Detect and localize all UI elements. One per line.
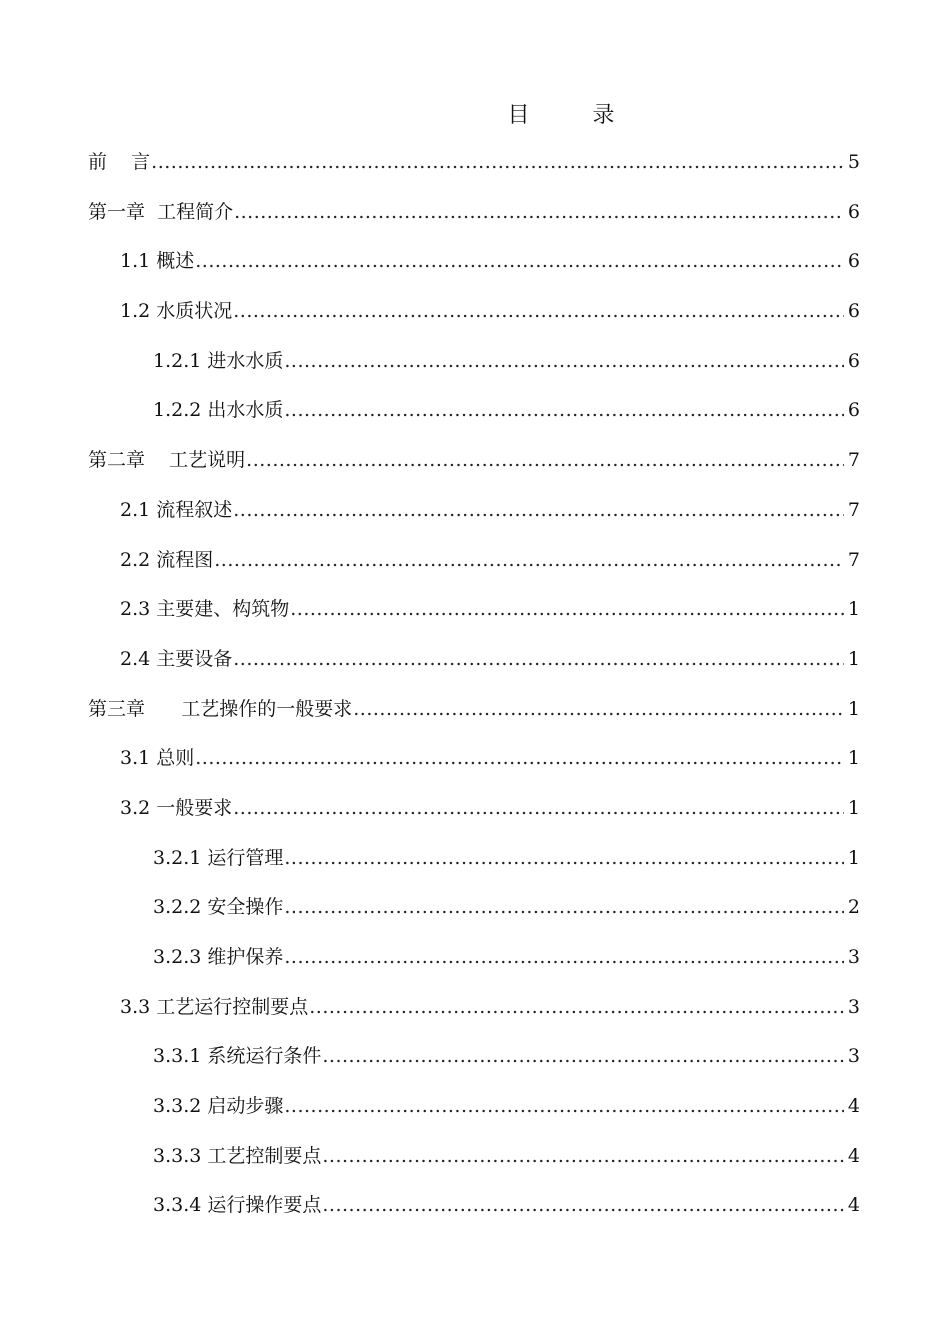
toc-entry[interactable] xyxy=(88,495,860,545)
toc-entry[interactable] xyxy=(88,594,860,644)
toc-entry-page-number: 7 xyxy=(847,548,860,571)
table-of-contents xyxy=(88,147,860,1240)
toc-dot-leader xyxy=(151,147,844,177)
toc-entry-label: 前 言 xyxy=(88,151,151,173)
toc-entry-label: 3.2.3 维护保养 xyxy=(153,946,284,968)
toc-dot-leader xyxy=(290,594,844,624)
toc-entry-label: 1.2.1 进水水质 xyxy=(153,349,284,372)
toc-entry-page-number: 6 xyxy=(847,200,860,223)
toc-entry-label: 3.3.3 工艺控制要点 xyxy=(153,1144,322,1167)
toc-dot-leader xyxy=(284,892,844,922)
toc-entry-label: 3.3.2 启动步骤 xyxy=(153,1095,284,1118)
toc-entry-page-number: 1 xyxy=(847,796,860,819)
toc-entry-page-number: 3 xyxy=(847,1045,860,1068)
toc-dot-leader xyxy=(195,743,844,773)
toc-entry-label: 第一章 工程简介 xyxy=(88,200,234,223)
toc-entry-page-number: 4 xyxy=(847,1144,860,1167)
toc-entry-page-number: 1 xyxy=(847,697,860,720)
toc-entry[interactable] xyxy=(88,793,860,843)
toc-entry-page-number: 7 xyxy=(847,449,860,472)
toc-entry[interactable] xyxy=(88,843,860,893)
toc-dot-leader xyxy=(284,1091,844,1121)
toc-entry-label: 3.3.1 系统运行条件 xyxy=(153,1045,322,1068)
toc-dot-leader xyxy=(214,545,844,575)
toc-entry[interactable] xyxy=(88,942,860,992)
toc-entry-label: 3.1 总则 xyxy=(120,747,195,770)
toc-entry-page-number: 4 xyxy=(847,1095,860,1118)
toc-dot-leader xyxy=(233,644,844,674)
toc-dot-leader xyxy=(233,793,844,823)
toc-entry[interactable] xyxy=(88,246,860,296)
toc-entry[interactable] xyxy=(88,1041,860,1091)
toc-entry-label: 2.3 主要建、构筑物 xyxy=(120,598,290,621)
toc-entry-label: 2.2 流程图 xyxy=(120,548,214,571)
toc-dot-leader xyxy=(246,445,844,475)
toc-entry-label: 1.2.2 出水水质 xyxy=(153,399,284,422)
toc-entry-label: 3.2.2 安全操作 xyxy=(153,896,284,919)
toc-dot-leader xyxy=(322,1141,844,1171)
toc-dot-leader xyxy=(322,1190,844,1220)
toc-dot-leader xyxy=(195,246,844,276)
toc-entry-page-number: 1 xyxy=(847,747,860,770)
toc-entry[interactable] xyxy=(88,892,860,942)
toc-entry[interactable] xyxy=(88,445,860,495)
toc-entry-page-number: 7 xyxy=(847,498,860,521)
toc-dot-leader xyxy=(284,843,844,873)
toc-dot-leader xyxy=(233,495,844,525)
toc-dot-leader xyxy=(353,694,844,724)
toc-entry[interactable] xyxy=(88,346,860,396)
toc-entry-page-number: 6 xyxy=(847,250,860,273)
toc-dot-leader xyxy=(322,1041,844,1071)
toc-entry[interactable] xyxy=(88,1141,860,1191)
toc-entry-label: 3.2.1 运行管理 xyxy=(153,846,284,869)
toc-entry-label: 3.2 一般要求 xyxy=(120,796,233,819)
toc-entry[interactable] xyxy=(88,1190,860,1240)
toc-entry[interactable] xyxy=(88,743,860,793)
toc-entry-page-number: 1 xyxy=(847,598,860,621)
toc-entry-label: 2.4 主要设备 xyxy=(120,647,233,670)
toc-entry[interactable] xyxy=(88,395,860,445)
toc-entry-page-number: 6 xyxy=(847,300,860,323)
toc-entry-page-number: 3 xyxy=(847,995,860,1018)
toc-entry-page-number: 6 xyxy=(847,349,860,372)
toc-entry-page-number: 6 xyxy=(847,399,860,422)
toc-entry-page-number: 5 xyxy=(847,151,860,173)
toc-entry[interactable] xyxy=(88,296,860,346)
toc-dot-leader xyxy=(284,395,844,425)
toc-entry[interactable] xyxy=(88,197,860,247)
toc-entry-label: 2.1 流程叙述 xyxy=(120,498,233,521)
toc-entry-label: 1.2 水质状况 xyxy=(120,300,233,323)
toc-dot-leader xyxy=(233,296,844,326)
toc-title: 目 录 xyxy=(507,103,643,128)
toc-entry-label: 第三章 工艺操作的一般要求 xyxy=(88,697,353,720)
toc-entry[interactable] xyxy=(88,545,860,595)
toc-entry-page-number: 2 xyxy=(847,896,860,919)
toc-dot-leader xyxy=(234,197,844,227)
toc-dot-leader xyxy=(284,346,844,376)
toc-entry-page-number: 1 xyxy=(847,647,860,670)
toc-entry[interactable] xyxy=(88,147,860,197)
toc-entry-label: 第二章 工艺说明 xyxy=(88,449,246,472)
toc-dot-leader xyxy=(309,992,844,1022)
toc-dot-leader xyxy=(284,942,844,972)
toc-entry-label: 3.3.4 运行操作要点 xyxy=(153,1194,322,1217)
toc-entry-page-number: 1 xyxy=(847,846,860,869)
toc-entry-page-number: 3 xyxy=(847,946,860,968)
toc-entry-label: 3.3 工艺运行控制要点 xyxy=(120,995,309,1018)
toc-entry-label: 1.1 概述 xyxy=(120,250,195,273)
toc-entry[interactable] xyxy=(88,992,860,1042)
toc-entry-page-number: 4 xyxy=(847,1194,860,1217)
toc-entry[interactable] xyxy=(88,1091,860,1141)
toc-entry[interactable] xyxy=(88,694,860,744)
toc-entry[interactable] xyxy=(88,644,860,694)
